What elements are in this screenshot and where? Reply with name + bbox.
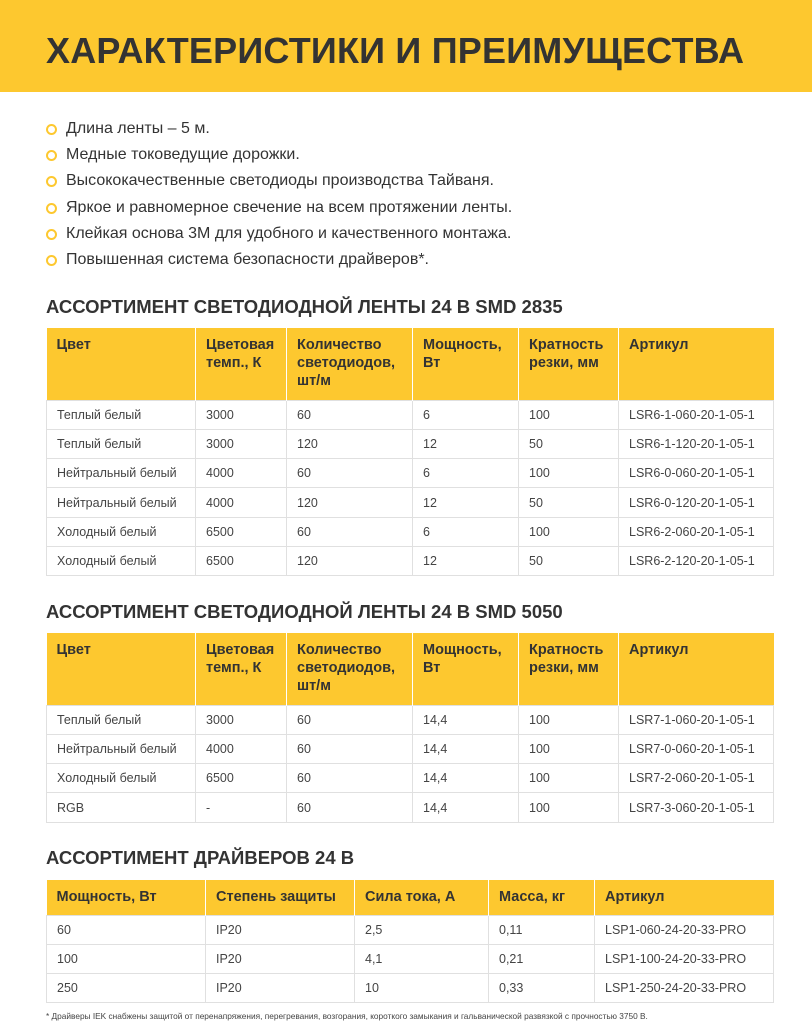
column-header: Мощность, Вт [47, 880, 206, 915]
table-cell: 60 [287, 793, 413, 822]
table-cell: 100 [519, 734, 619, 763]
table-cell: IP20 [206, 974, 355, 1003]
table-cell: 60 [287, 734, 413, 763]
table-cell: LSR6-2-060-20-1-05-1 [619, 517, 774, 546]
table-cell: LSP1-060-24-20-33-PRO [595, 915, 774, 944]
table-cell: Холодный белый [47, 517, 196, 546]
table-cell: 6 [413, 400, 519, 429]
table-cell: 50 [519, 488, 619, 517]
table-cell: 6500 [196, 546, 287, 575]
table-cell: Теплый белый [47, 705, 196, 734]
column-header: Артикул [595, 880, 774, 915]
table-cell: 60 [287, 517, 413, 546]
table-cell: 4,1 [355, 944, 489, 973]
table-cell: 12 [413, 429, 519, 458]
table-cell: LSP1-250-24-20-33-PRO [595, 974, 774, 1003]
table-cell: - [196, 793, 287, 822]
feature-item [46, 221, 786, 247]
table-cell: LSR7-1-060-20-1-05-1 [619, 705, 774, 734]
feature-text: Медные токоведущие дорожки. [66, 146, 300, 164]
feature-item [46, 195, 786, 221]
table-smd2835 [46, 328, 774, 576]
circle-bullet-icon [46, 229, 57, 240]
footnote: * Драйверы IEK снабжены защитой от перенапряжения, перегревания, возгорания, короткого замыкания и гальванической развязкой с прочностью 3750 В. [46, 1011, 648, 1021]
feature-item [46, 247, 786, 273]
table-cell: 14,4 [413, 705, 519, 734]
section-title-smd5050: АССОРТИМЕНТ СВЕТОДИОДНОЙ ЛЕНТЫ 24 В SMD 5050 [46, 601, 563, 622]
column-header: Количество светодиодов, шт/м [287, 633, 413, 705]
table-cell: Нейтральный белый [47, 734, 196, 763]
table-cell: 100 [519, 705, 619, 734]
table-header-row [47, 633, 774, 705]
table-cell: LSR7-0-060-20-1-05-1 [619, 734, 774, 763]
column-header: Цвет [47, 328, 196, 400]
table-cell: 14,4 [413, 793, 519, 822]
table-cell: 4000 [196, 734, 287, 763]
table-cell: 100 [519, 459, 619, 488]
features-list [46, 116, 786, 273]
table-row [47, 517, 774, 546]
table-cell: 12 [413, 488, 519, 517]
table-row [47, 944, 774, 973]
table-row [47, 400, 774, 429]
section-title-drivers: АССОРТИМЕНТ ДРАЙВЕРОВ 24 В [46, 847, 355, 868]
table-cell: 0,33 [489, 974, 595, 1003]
feature-item [46, 142, 786, 168]
table-cell: LSR7-3-060-20-1-05-1 [619, 793, 774, 822]
column-header: Масса, кг [489, 880, 595, 915]
table-cell: Нейтральный белый [47, 459, 196, 488]
column-header: Кратность резки, мм [519, 328, 619, 400]
table-cell: 3000 [196, 400, 287, 429]
circle-bullet-icon [46, 203, 57, 214]
table-smd5050 [46, 633, 774, 823]
table-cell: LSR6-2-120-20-1-05-1 [619, 546, 774, 575]
column-header: Степень защиты [206, 880, 355, 915]
table-cell: 250 [47, 974, 206, 1003]
table-cell: 4000 [196, 459, 287, 488]
table-cell: 120 [287, 429, 413, 458]
table-cell: Теплый белый [47, 400, 196, 429]
table-cell: 50 [519, 429, 619, 458]
table-cell: 60 [47, 915, 206, 944]
feature-item [46, 168, 786, 194]
table-cell: 6 [413, 517, 519, 546]
column-header: Мощность, Вт [413, 328, 519, 400]
table-cell: LSR6-1-120-20-1-05-1 [619, 429, 774, 458]
table-cell: Холодный белый [47, 764, 196, 793]
table-cell: 100 [519, 400, 619, 429]
column-header: Цветовая темп., К [196, 328, 287, 400]
circle-bullet-icon [46, 255, 57, 266]
table-cell: RGB [47, 793, 196, 822]
table-row [47, 734, 774, 763]
table-cell: 100 [47, 944, 206, 973]
circle-bullet-icon [46, 124, 57, 135]
table-cell: 14,4 [413, 734, 519, 763]
column-header: Цветовая темп., К [196, 633, 287, 705]
table-cell: 10 [355, 974, 489, 1003]
feature-text: Клейкая основа 3М для удобного и качественного монтажа. [66, 224, 512, 242]
table-cell: 60 [287, 400, 413, 429]
feature-text: Высококачественные светодиоды производства Тайваня. [66, 172, 494, 190]
table-cell: 60 [287, 459, 413, 488]
column-header: Кратность резки, мм [519, 633, 619, 705]
table-cell: 60 [287, 764, 413, 793]
column-header: Мощность, Вт [413, 633, 519, 705]
table-cell: Холодный белый [47, 546, 196, 575]
table-cell: LSR6-0-120-20-1-05-1 [619, 488, 774, 517]
table-cell: 3000 [196, 429, 287, 458]
table-row [47, 764, 774, 793]
table-cell: 0,21 [489, 944, 595, 973]
column-header: Количество светодиодов, шт/м [287, 328, 413, 400]
page-header [0, 0, 812, 92]
table-cell: LSP1-100-24-20-33-PRO [595, 944, 774, 973]
table-cell: IP20 [206, 944, 355, 973]
table-row [47, 915, 774, 944]
circle-bullet-icon [46, 176, 57, 187]
table-cell: LSR6-0-060-20-1-05-1 [619, 459, 774, 488]
table-cell: 60 [287, 705, 413, 734]
table-cell: LSR6-1-060-20-1-05-1 [619, 400, 774, 429]
table-row [47, 459, 774, 488]
feature-text: Повышенная система безопасности драйверов*. [66, 250, 429, 268]
table-cell: Теплый белый [47, 429, 196, 458]
table-cell: 4000 [196, 488, 287, 517]
table-header-row [47, 880, 774, 915]
table-cell: IP20 [206, 915, 355, 944]
column-header: Артикул [619, 633, 774, 705]
table-cell: 6 [413, 459, 519, 488]
table-cell: LSR7-2-060-20-1-05-1 [619, 764, 774, 793]
table-cell: 12 [413, 546, 519, 575]
table-cell: 50 [519, 546, 619, 575]
feature-text: Длина ленты – 5 м. [66, 120, 210, 137]
feature-item [46, 116, 786, 142]
table-row [47, 793, 774, 822]
section-title-smd2835: АССОРТИМЕНТ СВЕТОДИОДНОЙ ЛЕНТЫ 24 В SMD 2835 [46, 296, 563, 317]
table-header-row [47, 328, 774, 400]
table-row [47, 974, 774, 1003]
table-cell: 6500 [196, 517, 287, 546]
table-cell: 100 [519, 764, 619, 793]
circle-bullet-icon [46, 150, 57, 161]
table-cell: 2,5 [355, 915, 489, 944]
table-row [47, 546, 774, 575]
column-header: Артикул [619, 328, 774, 400]
table-cell: 3000 [196, 705, 287, 734]
table-cell: 120 [287, 546, 413, 575]
table-row [47, 488, 774, 517]
table-cell: 0,11 [489, 915, 595, 944]
feature-text: Яркое и равномерное свечение на всем протяжении ленты. [66, 198, 513, 216]
column-header: Сила тока, А [355, 880, 489, 915]
table-cell: 14,4 [413, 764, 519, 793]
table-cell: 6500 [196, 764, 287, 793]
table-cell: Нейтральный белый [47, 488, 196, 517]
column-header: Цвет [47, 633, 196, 705]
table-cell: 120 [287, 488, 413, 517]
table-cell: 100 [519, 793, 619, 822]
table-row [47, 705, 774, 734]
table-row [47, 429, 774, 458]
table-drivers [46, 880, 774, 1003]
table-cell: 100 [519, 517, 619, 546]
page-title: ХАРАКТЕРИСТИКИ И ПРЕИМУЩЕСТВА [46, 30, 745, 71]
